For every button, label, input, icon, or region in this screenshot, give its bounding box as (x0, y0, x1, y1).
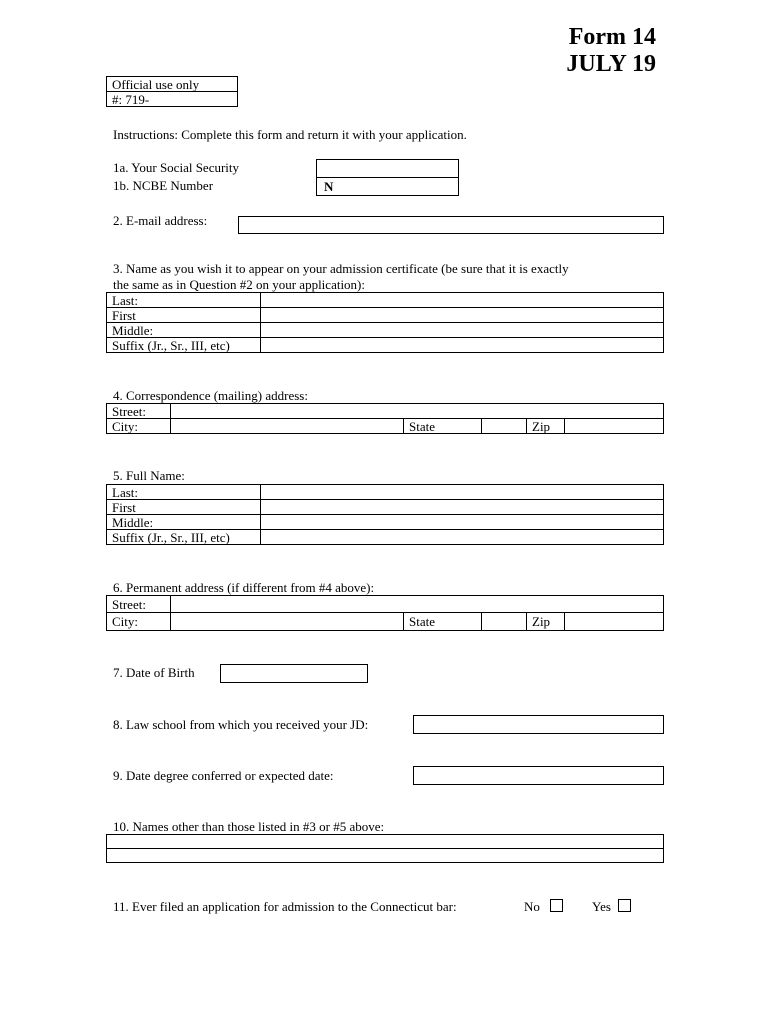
q6-street-label: Street: (107, 596, 171, 613)
q5-suffix-field[interactable] (261, 530, 664, 545)
q3-last-label: Last: (107, 293, 261, 308)
q11-yes-label: Yes (592, 899, 611, 914)
ncbe-prefix: N (324, 179, 334, 194)
q1b-label: 1b. NCBE Number (113, 178, 214, 193)
q5-middle-field[interactable] (261, 515, 664, 530)
q2-label: 2. E-mail address: (113, 213, 208, 228)
q11-no-checkbox[interactable] (550, 899, 563, 912)
q11-yes-checkbox[interactable] (618, 899, 631, 912)
other-names-field-2[interactable] (107, 849, 664, 863)
q3-first-label: First (107, 308, 261, 323)
official-use-title: Official use only (107, 77, 238, 92)
permanent-address-table (106, 595, 664, 631)
q5-middle-label: Middle: (107, 515, 261, 530)
date-of-birth-field[interactable] (220, 664, 368, 683)
q8-label: 8. Law school from which you received your JD: (113, 717, 369, 732)
q4-zip-label: Zip (527, 419, 565, 434)
q6-zip-field[interactable] (565, 613, 664, 631)
ncbe-number-field[interactable] (316, 177, 459, 196)
q7-label: 7. Date of Birth (113, 665, 195, 680)
q6-state-label: State (404, 613, 482, 631)
q4-street-label: Street: (107, 404, 171, 419)
q3-suffix-field[interactable] (261, 338, 664, 353)
q3-label-line2: the same as in Question #2 on your application): (113, 277, 366, 292)
email-field[interactable] (238, 216, 664, 234)
ssn-field[interactable] (316, 159, 459, 178)
other-names-field-1[interactable] (107, 835, 664, 849)
other-names-table (106, 834, 664, 863)
q5-last-field[interactable] (261, 485, 664, 500)
q3-first-field[interactable] (261, 308, 664, 323)
q4-state-label: State (404, 419, 482, 434)
q4-street-field[interactable] (171, 404, 664, 419)
q6-label: 6. Permanent address (if different from #4 above): (113, 580, 375, 595)
q5-suffix-label: Suffix (Jr., Sr., III, etc) (107, 530, 261, 545)
degree-date-field[interactable] (413, 766, 664, 785)
official-use-box (106, 76, 238, 107)
q6-zip-label: Zip (527, 613, 565, 631)
q6-city-label: City: (107, 613, 171, 631)
q6-street-field[interactable] (171, 596, 664, 613)
official-use-number: #: 719- (107, 92, 238, 107)
q4-city-field[interactable] (171, 419, 404, 434)
q3-suffix-label: Suffix (Jr., Sr., III, etc) (107, 338, 261, 353)
q1a-label: 1a. Your Social Security (113, 160, 240, 175)
mailing-address-table (106, 403, 664, 434)
q3-label-line1: 3. Name as you wish it to appear on your admission certificate (be sure that it is exactly (113, 261, 569, 276)
q10-label: 10. Names other than those listed in #3 or #5 above: (113, 819, 385, 834)
q3-middle-field[interactable] (261, 323, 664, 338)
q5-first-label: First (107, 500, 261, 515)
q5-last-label: Last: (107, 485, 261, 500)
instructions: Instructions: Complete this form and return it with your application. (113, 127, 467, 142)
q6-state-field[interactable] (482, 613, 527, 631)
q3-last-field[interactable] (261, 293, 664, 308)
q4-label: 4. Correspondence (mailing) address: (113, 388, 308, 403)
full-name-table (106, 484, 664, 545)
q6-city-field[interactable] (171, 613, 404, 631)
q4-city-label: City: (107, 419, 171, 434)
q5-first-field[interactable] (261, 500, 664, 515)
q5-label: 5. Full Name: (113, 468, 185, 483)
form-session: JULY 19 (566, 51, 656, 77)
form-number: Form 14 (568, 24, 656, 50)
q3-middle-label: Middle: (107, 323, 261, 338)
q11-no-label: No (524, 899, 540, 914)
law-school-field[interactable] (413, 715, 664, 734)
certificate-name-table (106, 292, 664, 353)
q4-state-field[interactable] (482, 419, 527, 434)
q11-label: 11. Ever filed an application for admission to the Connecticut bar: (113, 899, 457, 914)
q9-label: 9. Date degree conferred or expected date: (113, 768, 334, 783)
q4-zip-field[interactable] (565, 419, 664, 434)
